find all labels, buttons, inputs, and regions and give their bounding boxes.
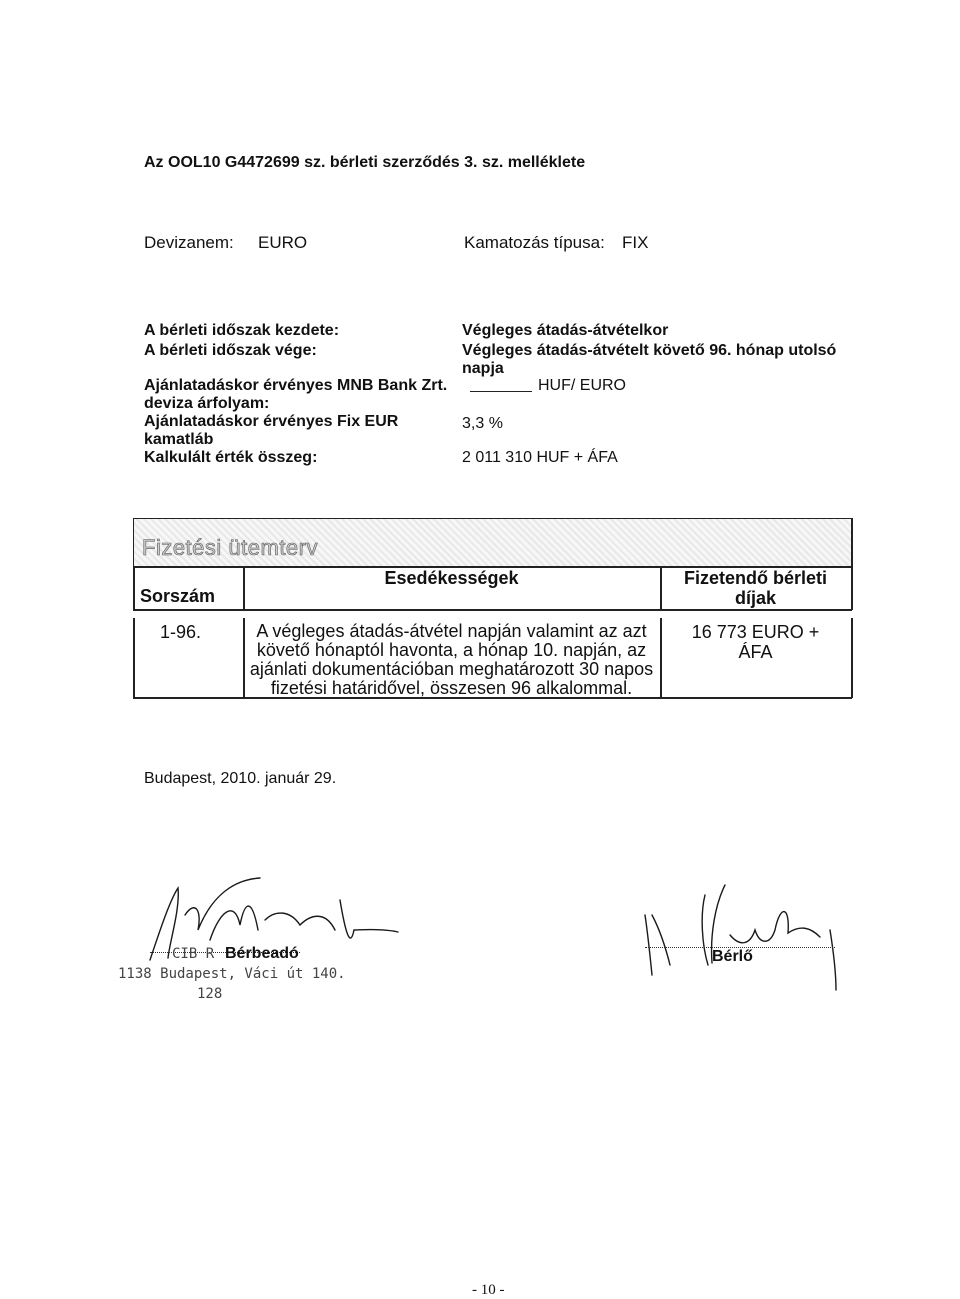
currency-label: Devizanem: — [144, 233, 234, 252]
table-header-rule — [133, 609, 852, 611]
schedule-banner — [133, 518, 853, 567]
stamp-line3: 128 — [197, 986, 223, 1002]
start-label: A bérleti időszak kezdete: — [144, 322, 340, 339]
fx-label-line2: deviza árfolyam: — [144, 395, 270, 412]
stamp-line1: CIB R — [172, 946, 215, 962]
end-label: A bérleti időszak vége: — [144, 342, 317, 359]
value-value: 2 011 310 HUF + ÁFA — [462, 449, 618, 466]
row-due-line1: A végleges átadás-átvétel napján valamint az azt — [256, 621, 647, 641]
lessee-label: Bérlő — [712, 948, 753, 965]
value-label: Kalkulált érték összeg: — [144, 449, 318, 466]
start-value: Végleges átadás-átvételkor — [462, 322, 669, 339]
stamp-line2: 1138 Budapest, Váci út 140. — [118, 966, 346, 982]
lessor-label: Bérbeadó — [225, 945, 299, 962]
row-due-line2: követő hónaptól havonta, a hónap 10. napján, az — [256, 640, 647, 660]
col-header-no: Sorszám — [140, 586, 216, 606]
row-due-line4: fizetési határidővel, összesen 96 alkalommal. — [270, 678, 633, 698]
lessee-signature — [630, 875, 850, 995]
fx-label-line1: Ajánlatadáskor érvényes MNB Bank Zrt. — [144, 377, 448, 394]
col-header-fee-line1: Fizetendő bérleti — [683, 568, 827, 588]
rate-value: 3,3 % — [462, 415, 503, 432]
rate-type-label: Kamatozás típusa: — [464, 233, 605, 252]
col-header-fee-line2: díjak — [734, 588, 777, 608]
row-due-line3: ajánlati dokumentációban meghatározott 30 napos — [249, 659, 654, 679]
fx-blank-line — [470, 391, 532, 392]
row-number: 1-96. — [160, 622, 202, 642]
row-fee-line1: 16 773 EURO + — [691, 622, 820, 642]
row-fee-line2: ÁFA — [738, 642, 773, 662]
end-value-line1: Végleges átadás-átvételt követő 96. hónap utolsó — [462, 342, 837, 359]
col-header-due: Esedékességek — [384, 568, 519, 588]
rate-label-line2: kamatláb — [144, 431, 214, 448]
fx-value: HUF/ EURO — [538, 377, 626, 394]
currency-value: EURO — [258, 233, 308, 252]
place-date: Budapest, 2010. január 29. — [144, 770, 337, 787]
annex-title: Az OOL10 G4472699 sz. bérleti szerződés 3. sz. melléklete — [144, 154, 586, 171]
end-value-line2: napja — [462, 360, 504, 377]
rate-type-value: FIX — [622, 233, 649, 252]
schedule-title: Fizetési ütemterv — [142, 535, 318, 560]
page-number: - 10 - — [472, 1282, 505, 1298]
rate-label-line1: Ajánlatadáskor érvényes Fix EUR — [144, 413, 399, 430]
